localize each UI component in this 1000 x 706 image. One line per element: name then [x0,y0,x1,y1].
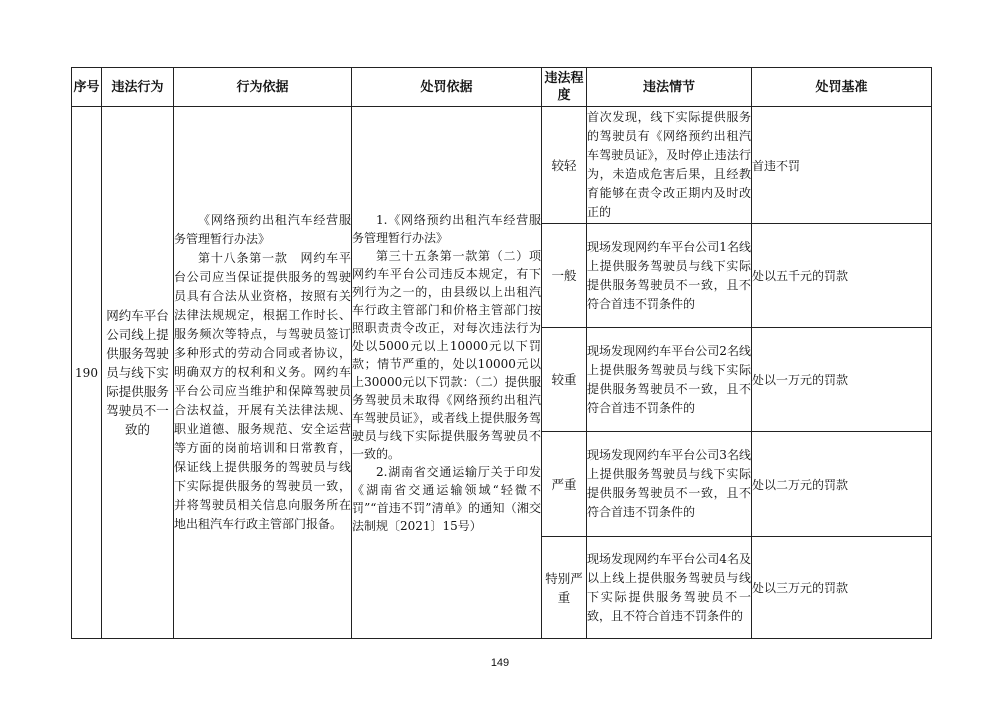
violation-act: 网约车平台公司线上提供服务驾驶员与线下实际提供服务驾驶员不一致的 [102,107,174,639]
header-no: 序号 [72,68,102,107]
level-cell: 特别严重 [542,537,587,639]
header-basis: 行为依据 [174,68,352,107]
level-cell: 较重 [542,328,587,432]
header-case: 违法情节 [587,68,752,107]
penalty-standard-table [71,67,932,639]
penalty-basis [352,107,554,639]
table-row [72,107,932,224]
standard-cell: 处以五千元的罚款 [752,224,932,328]
level-cell: 较轻 [542,107,587,224]
row-number: 190 [72,107,102,639]
penalty-1-text: 第三十五条第一款第（二）项 网约车平台公司违反本规定，有下列行为之一的，由县级以上出租汽车行政主管部门和价格主管部门按照职责责令改正，对每次违法行为处以5000元以上10000元以下罚款；情节严重的，处以10000元以上30000元以下罚款：（二）提供服务驾驶员未取得《网络预约出租汽车驾驶员证》，或者线上提供服务驾驶员与线下实际提供服务驾驶员不一致的。 [352,248,554,461]
basis-title: 《网络预约出租汽车经营服务管理暂行办法》 [174,213,351,246]
header-row [72,68,932,107]
standard-cell: 处以三万元的罚款 [752,537,932,639]
level-cell: 一般 [542,224,587,328]
case-cell: 现场发现网约车平台公司4名及以上线上提供服务驾驶员与线下实际提供服务驾驶员不一致，且不符合首违不罚条件的 [587,537,752,639]
case-cell: 现场发现网约车平台公司1名线上提供服务驾驶员与线下实际提供服务驾驶员不一致，且不符合首违不罚条件的 [587,224,752,328]
header-standard: 处罚基准 [752,68,932,107]
basis-text: 第十八条第一款 网约车平台公司应当保证提供服务的驾驶员具有合法从业资格，按照有关法律法规规定，根据工作时长、服务频次等特点，与驾驶员签订多种形式的劳动合同或者协议，明确双方的权利和义务。网约车平台公司应当维护和保障驾驶员合法权益，开展有关法律法规、职业道德、服务规范、安全运营等方面的岗前培训和日常教育，保证线上提供服务的驾驶员与线下实际提供服务的驾驶员一致，并将驾驶员相关信息向服务所在地出租汽车行政主管部门报备。 [174,251,351,531]
case-cell: 现场发现网约车平台公司2名线上提供服务驾驶员与线下实际提供服务驾驶员不一致，且不符合首违不罚条件的 [587,328,752,432]
case-cell: 首次发现，线下实际提供服务的驾驶员有《网络预约出租汽车驾驶员证》，及时停止违法行为，未造成危害后果，且经教育能够在责令改正期内及时改正的 [587,107,752,224]
behavior-basis [174,107,352,639]
standard-cell: 处以二万元的罚款 [752,432,932,537]
penalty-1-title: 1.《网络预约出租汽车经营服务管理暂行办法》 [352,212,541,245]
case-cell: 现场发现网约车平台公司3名线上提供服务驾驶员与线下实际提供服务驾驶员不一致，且不符合首违不罚条件的 [587,432,752,537]
header-penalty: 处罚依据 [352,68,542,107]
level-cell: 严重 [542,432,587,537]
header-level: 违法程度 [542,68,587,107]
page-number: 149 [490,657,510,669]
header-act: 违法行为 [102,68,174,107]
standard-cell: 处以一万元的罚款 [752,328,932,432]
penalty-2: 2.湖南省交通运输厅关于印发《湖南省交通运输领域“轻微不罚”“首违不罚”清单》的通知（湘交法制规〔2021〕15号） [352,464,541,533]
standard-cell: 首违不罚 [752,107,932,224]
